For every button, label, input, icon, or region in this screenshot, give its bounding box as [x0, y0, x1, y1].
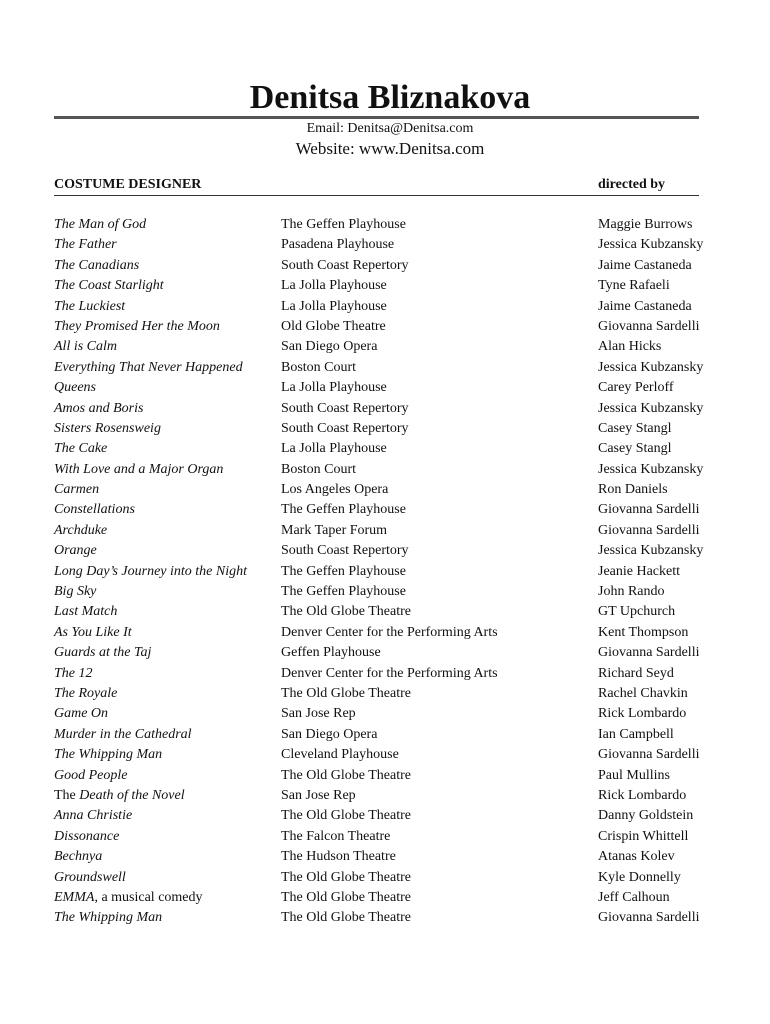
production-title	[54, 704, 108, 724]
production-title	[54, 358, 243, 378]
credit-row	[54, 419, 714, 439]
director: Jeff Calhoun	[598, 889, 670, 905]
credit-row	[54, 297, 714, 317]
venue: The Geffen Playhouse	[281, 217, 406, 232]
venue: The Old Globe Theatre	[281, 910, 411, 926]
credit-row	[54, 235, 714, 255]
venue: The Geffen Playhouse	[281, 502, 406, 518]
production-title	[54, 582, 96, 602]
production-title-text: With Love and a Major Organ	[54, 461, 224, 477]
credit-row	[54, 541, 714, 561]
production-title	[54, 276, 164, 296]
production-title	[54, 439, 107, 459]
credit-row	[54, 215, 714, 235]
production-title-text: The Man of God	[54, 217, 147, 232]
production-title-text: The Whipping Man	[54, 910, 163, 926]
credit-row	[54, 500, 714, 520]
production-title-text: Good People	[54, 767, 128, 783]
production-title	[54, 317, 220, 337]
credit-row	[54, 439, 714, 459]
credit-row	[54, 745, 714, 765]
credit-row	[54, 908, 714, 928]
director: Ian Campbell	[598, 726, 674, 742]
production-title-prefix: The	[54, 787, 80, 803]
director: Jessica Kubzansky	[598, 359, 704, 375]
credit-row	[54, 684, 714, 704]
venue: South Coast Repertory	[281, 543, 409, 559]
production-title-text: The Coast Starlight	[54, 278, 164, 294]
credits-list	[54, 215, 714, 929]
director: Kent Thompson	[598, 624, 689, 640]
production-title-text: Queens	[54, 380, 96, 396]
production-title-suffix: , a musical comedy	[94, 889, 203, 905]
production-title	[54, 602, 117, 622]
production-title-text: Sisters Rosensweig	[54, 420, 161, 436]
venue: La Jolla Playhouse	[281, 278, 387, 294]
credit-row	[54, 806, 714, 826]
director: Tyne Rafaeli	[598, 278, 670, 294]
production-title	[54, 868, 126, 888]
credit-row	[54, 888, 714, 908]
venue: Mark Taper Forum	[281, 522, 388, 538]
director: Alan Hicks	[598, 339, 662, 355]
production-title-text: The Royale	[54, 685, 118, 701]
director: Jessica Kubzansky	[598, 461, 704, 477]
production-title	[54, 643, 151, 663]
production-title	[54, 786, 185, 806]
production-title-text: Last Match	[54, 604, 118, 620]
venue: The Old Globe Theatre	[281, 808, 411, 824]
production-title-text: Groundswell	[54, 869, 126, 885]
venue: San Diego Opera	[281, 339, 378, 355]
credit-row	[54, 725, 714, 745]
production-title	[54, 256, 139, 276]
production-title-text: Constellations	[54, 502, 135, 518]
venue: The Old Globe Theatre	[281, 685, 411, 701]
credit-row	[54, 521, 714, 541]
production-title	[54, 297, 125, 317]
director: Paul Mullins	[598, 767, 670, 783]
production-title-text: Game On	[54, 706, 109, 722]
credit-row	[54, 317, 714, 337]
venue: The Geffen Playhouse	[281, 563, 406, 579]
credit-row	[54, 337, 714, 357]
venue: The Geffen Playhouse	[281, 584, 406, 600]
credit-row	[54, 480, 714, 500]
production-title-text: The Whipping Man	[54, 747, 163, 763]
production-title	[54, 623, 132, 643]
director: Giovanna Sardelli	[598, 522, 700, 538]
credit-row	[54, 399, 714, 419]
credit-row	[54, 766, 714, 786]
production-title	[54, 725, 192, 745]
venue: The Hudson Theatre	[281, 849, 396, 865]
director: Ron Daniels	[598, 482, 668, 498]
production-title	[54, 235, 117, 255]
credit-row	[54, 664, 714, 684]
production-title-text: As You Like It	[54, 624, 132, 640]
director: GT Upchurch	[598, 604, 676, 620]
header-rule	[54, 116, 699, 119]
director: Crispin Whittell	[598, 828, 689, 844]
credit-row	[54, 847, 714, 867]
production-title-text: Carmen	[54, 482, 100, 498]
credit-row	[54, 460, 714, 480]
director: Giovanna Sardelli	[598, 747, 700, 763]
venue: La Jolla Playhouse	[281, 298, 387, 314]
production-title-text: Guards at the Taj	[54, 645, 152, 661]
director: Casey Stangl	[598, 420, 672, 436]
production-title	[54, 521, 107, 541]
director: Maggie Burrows	[598, 217, 693, 232]
venue: Boston Court	[281, 461, 357, 477]
production-title-text: Long Day’s Journey into the Night	[54, 563, 248, 579]
director: Rachel Chavkin	[598, 685, 688, 701]
production-title	[54, 766, 127, 786]
production-title	[54, 500, 135, 520]
production-title-text: Big Sky	[54, 584, 97, 600]
director: John Rando	[598, 584, 665, 600]
section-heading	[54, 177, 699, 193]
director: Richard Seyd	[598, 665, 674, 681]
director: Jaime Castaneda	[598, 298, 692, 314]
production-title	[54, 888, 203, 908]
director: Giovanna Sardelli	[598, 645, 700, 661]
venue: South Coast Repertory	[281, 400, 409, 416]
venue: La Jolla Playhouse	[281, 380, 387, 396]
production-title	[54, 480, 99, 500]
director: Carey Perloff	[598, 380, 674, 396]
production-title	[54, 541, 97, 561]
production-title	[54, 908, 162, 928]
production-title-text: Archduke	[54, 522, 108, 538]
director: Giovanna Sardelli	[598, 502, 700, 518]
production-title	[54, 460, 223, 480]
venue: San Diego Opera	[281, 726, 378, 742]
production-title	[54, 684, 117, 704]
director: Rick Lombardo	[598, 787, 687, 803]
venue: South Coast Repertory	[281, 420, 409, 436]
director: Jessica Kubzansky	[598, 543, 704, 559]
production-title-text: Amos and Boris	[54, 400, 144, 416]
venue: San Jose Rep	[281, 706, 356, 722]
credit-row	[54, 602, 714, 622]
production-title-text: The Cake	[54, 441, 108, 457]
venue: Boston Court	[281, 359, 357, 375]
production-title-text: Dissonance	[54, 828, 120, 844]
credit-row	[54, 827, 714, 847]
production-title-text: Murder in the Cathedral	[54, 726, 192, 742]
credit-row	[54, 358, 714, 378]
director: Rick Lombardo	[598, 706, 687, 722]
production-title-text: They Promised Her the Moon	[54, 318, 220, 334]
director: Atanas Kolev	[598, 849, 675, 865]
section-rule	[54, 195, 699, 196]
credit-row	[54, 562, 714, 582]
director: Giovanna Sardelli	[598, 910, 700, 926]
venue: Los Angeles Opera	[281, 482, 389, 498]
director: Casey Stangl	[598, 441, 672, 457]
venue: Cleveland Playhouse	[281, 747, 399, 763]
credit-row	[54, 868, 714, 888]
director: Jessica Kubzansky	[598, 237, 704, 253]
venue: Geffen Playhouse	[281, 645, 381, 661]
production-title	[54, 378, 96, 398]
production-title	[54, 827, 119, 847]
production-title-text: The 12	[54, 665, 93, 681]
venue: The Falcon Theatre	[281, 828, 391, 844]
venue: Denver Center for the Performing Arts	[281, 665, 498, 681]
venue: Denver Center for the Performing Arts	[281, 624, 498, 640]
production-title	[54, 745, 162, 765]
credit-row	[54, 643, 714, 663]
production-title-text: Death of the Novel	[79, 787, 185, 803]
venue: The Old Globe Theatre	[281, 767, 411, 783]
production-title-text: Everything That Never Happened	[54, 359, 243, 375]
production-title	[54, 215, 146, 235]
production-title	[54, 664, 93, 684]
production-title-text: Orange	[54, 543, 97, 559]
production-title	[54, 337, 117, 357]
venue: The Old Globe Theatre	[281, 869, 411, 885]
venue: The Old Globe Theatre	[281, 889, 411, 905]
director: Jeanie Hackett	[598, 563, 681, 579]
production-title-text: All is Calm	[54, 339, 118, 355]
production-title-text: The Canadians	[54, 257, 140, 273]
production-title	[54, 419, 161, 439]
credit-row	[54, 378, 714, 398]
production-title	[54, 399, 143, 419]
production-title	[54, 562, 247, 582]
credit-row	[54, 256, 714, 276]
director: Giovanna Sardelli	[598, 318, 700, 334]
venue: Old Globe Theatre	[281, 318, 386, 334]
credit-row	[54, 704, 714, 724]
director: Jessica Kubzansky	[598, 400, 704, 416]
director: Jaime Castaneda	[598, 257, 692, 273]
venue: Pasadena Playhouse	[281, 237, 395, 253]
production-title-text: The Father	[54, 237, 117, 253]
website-line: Website: www.Denitsa.com	[295, 139, 485, 158]
production-title	[54, 806, 132, 826]
credit-row	[54, 786, 714, 806]
credit-row	[54, 623, 714, 643]
director: Danny Goldstein	[598, 808, 694, 824]
venue: The Old Globe Theatre	[281, 604, 411, 620]
role-heading: COSTUME DESIGNER	[54, 177, 202, 192]
directed-by-heading: directed by	[598, 177, 666, 192]
credit-row	[54, 582, 714, 602]
venue: South Coast Repertory	[281, 257, 409, 273]
credit-row	[54, 276, 714, 296]
email-line: Email: Denitsa@Denitsa.com	[306, 121, 474, 136]
production-title-text: Anna Christie	[54, 808, 133, 824]
production-title	[54, 847, 102, 867]
production-title-text: The Luckiest	[54, 298, 126, 314]
production-title-text: EMMA	[54, 889, 95, 905]
production-title-text: Bechnya	[54, 849, 103, 865]
venue: San Jose Rep	[281, 787, 356, 803]
designer-name: Denitsa Bliznakova	[249, 79, 531, 116]
venue: La Jolla Playhouse	[281, 441, 387, 457]
director: Kyle Donnelly	[598, 869, 681, 885]
